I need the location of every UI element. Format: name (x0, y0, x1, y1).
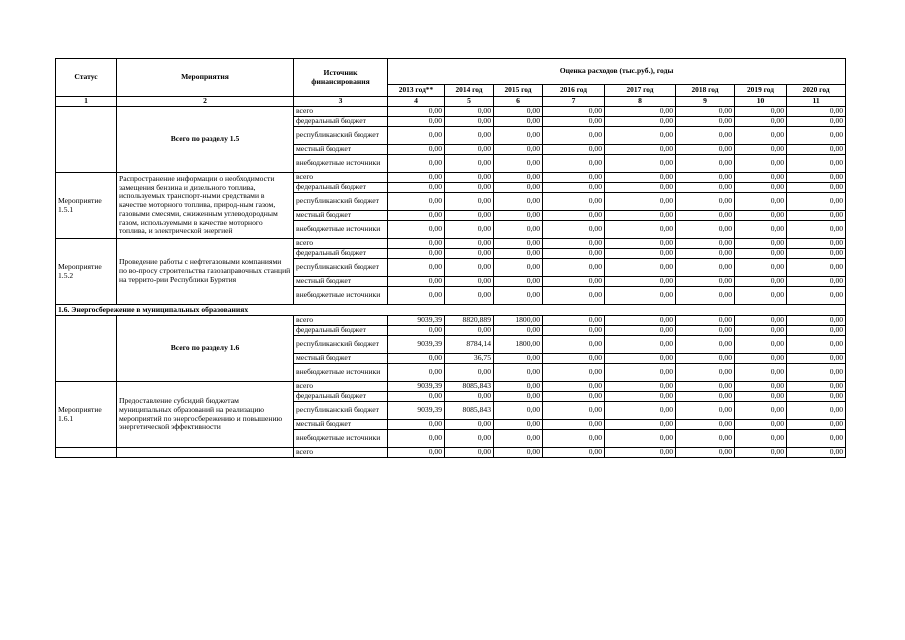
value-cell: 0,00 (676, 211, 735, 221)
value-cell: 0,00 (787, 316, 846, 326)
value-cell: 0,00 (605, 183, 676, 193)
value-cell: 0,00 (388, 448, 445, 458)
header-status: Статус (56, 59, 117, 97)
value-cell: 0,00 (388, 145, 445, 155)
value-cell: 0,00 (676, 107, 735, 117)
value-cell: 8085,843 (445, 382, 494, 392)
value-cell: 0,00 (494, 382, 543, 392)
value-cell: 0,00 (543, 316, 605, 326)
value-cell: 0,00 (445, 107, 494, 117)
column-index: 1 (56, 97, 117, 107)
value-cell: 0,00 (787, 277, 846, 287)
value-cell: 0,00 (676, 259, 735, 277)
value-cell: 0,00 (787, 382, 846, 392)
value-cell: 0,00 (445, 211, 494, 221)
value-cell: 0,00 (543, 239, 605, 249)
value-cell: 0,00 (787, 145, 846, 155)
value-cell: 0,00 (735, 211, 787, 221)
value-cell: 0,00 (676, 287, 735, 305)
source-cell: внебюджетные источники (294, 287, 388, 305)
value-cell: 0,00 (676, 277, 735, 287)
value-cell: 0,00 (543, 117, 605, 127)
value-cell: 0,00 (543, 277, 605, 287)
source-cell: всего (294, 316, 388, 326)
value-cell: 0,00 (605, 420, 676, 430)
status-cell (56, 107, 117, 173)
value-cell: 0,00 (605, 107, 676, 117)
header-year: 2016 год (543, 85, 605, 97)
value-cell: 0,00 (605, 155, 676, 173)
source-cell: всего (294, 239, 388, 249)
source-cell: республиканский бюджет (294, 402, 388, 420)
value-cell: 0,00 (605, 336, 676, 354)
value-cell: 0,00 (494, 239, 543, 249)
value-cell: 0,00 (445, 448, 494, 458)
value-cell: 0,00 (735, 193, 787, 211)
value-cell: 0,00 (494, 430, 543, 448)
value-cell: 0,00 (735, 259, 787, 277)
value-cell: 0,00 (494, 183, 543, 193)
value-cell: 0,00 (787, 392, 846, 402)
value-cell: 0,00 (676, 127, 735, 145)
event-cell: Проведение работы с нефтегазовыми компаниями по во-просу строительства газозаправочных станций на террито-рии Республики Бурятия (117, 239, 294, 305)
value-cell: 0,00 (494, 127, 543, 145)
value-cell: 0,00 (494, 326, 543, 336)
value-cell: 0,00 (787, 402, 846, 420)
value-cell: 0,00 (445, 430, 494, 448)
value-cell: 9039,39 (388, 336, 445, 354)
value-cell: 0,00 (735, 127, 787, 145)
value-cell: 0,00 (605, 127, 676, 145)
value-cell: 0,00 (676, 420, 735, 430)
value-cell: 0,00 (605, 173, 676, 183)
header-year: 2020 год (787, 85, 846, 97)
value-cell: 0,00 (735, 316, 787, 326)
section-1-5-body (56, 107, 846, 305)
value-cell: 0,00 (605, 392, 676, 402)
value-cell: 0,00 (735, 287, 787, 305)
value-cell: 0,00 (605, 382, 676, 392)
table-row (56, 382, 846, 392)
value-cell: 0,00 (494, 117, 543, 127)
value-cell: 0,00 (605, 117, 676, 127)
value-cell: 0,00 (605, 316, 676, 326)
value-cell: 0,00 (735, 326, 787, 336)
value-cell: 0,00 (605, 364, 676, 382)
status-cell: Мероприятие 1.5.2 (56, 239, 117, 305)
value-cell: 0,00 (494, 249, 543, 259)
value-cell: 0,00 (676, 402, 735, 420)
value-cell: 0,00 (543, 127, 605, 145)
value-cell: 0,00 (605, 430, 676, 448)
value-cell: 0,00 (494, 173, 543, 183)
value-cell: 0,00 (605, 239, 676, 249)
value-cell: 0,00 (388, 117, 445, 127)
value-cell: 0,00 (494, 354, 543, 364)
value-cell: 0,00 (543, 326, 605, 336)
value-cell: 0,00 (445, 420, 494, 430)
value-cell: 0,00 (676, 249, 735, 259)
value-cell: 0,00 (787, 107, 846, 117)
value-cell: 0,00 (605, 145, 676, 155)
source-cell: внебюджетные источники (294, 430, 388, 448)
value-cell: 0,00 (787, 287, 846, 305)
value-cell: 0,00 (543, 107, 605, 117)
value-cell: 0,00 (543, 364, 605, 382)
header-year: 2013 год** (388, 85, 445, 97)
value-cell: 0,00 (676, 448, 735, 458)
event-cell: Всего по разделу 1.6 (117, 316, 294, 382)
value-cell: 0,00 (787, 127, 846, 145)
source-cell: внебюджетные источники (294, 364, 388, 382)
table-row (56, 239, 846, 249)
value-cell: 0,00 (676, 173, 735, 183)
column-index: 4 (388, 97, 445, 107)
value-cell: 0,00 (543, 382, 605, 392)
value-cell: 0,00 (388, 193, 445, 211)
value-cell: 0,00 (676, 145, 735, 155)
value-cell: 0,00 (388, 364, 445, 382)
value-cell: 0,00 (787, 448, 846, 458)
table-row (56, 316, 846, 326)
expense-table (55, 58, 846, 458)
value-cell: 0,00 (445, 326, 494, 336)
value-cell: 0,00 (735, 155, 787, 173)
source-cell: местный бюджет (294, 420, 388, 430)
value-cell: 0,00 (543, 354, 605, 364)
value-cell: 0,00 (494, 364, 543, 382)
value-cell: 0,00 (388, 392, 445, 402)
value-cell: 0,00 (543, 211, 605, 221)
value-cell: 0,00 (787, 221, 846, 239)
section-1-6-body (56, 316, 846, 448)
value-cell: 0,00 (543, 287, 605, 305)
source-cell: всего (294, 382, 388, 392)
value-cell: 0,00 (735, 420, 787, 430)
cut-off-body (56, 448, 846, 458)
value-cell: 0,00 (388, 430, 445, 448)
value-cell: 0,00 (676, 183, 735, 193)
column-index: 9 (676, 97, 735, 107)
value-cell: 0,00 (388, 221, 445, 239)
status-cell: Мероприятие 1.5.1 (56, 173, 117, 239)
source-cell: республиканский бюджет (294, 259, 388, 277)
value-cell: 0,00 (445, 259, 494, 277)
value-cell: 0,00 (735, 145, 787, 155)
value-cell: 0,00 (494, 145, 543, 155)
column-index: 11 (787, 97, 846, 107)
source-cell: всего (294, 107, 388, 117)
column-index: 8 (605, 97, 676, 107)
value-cell: 0,00 (787, 193, 846, 211)
value-cell: 0,00 (543, 420, 605, 430)
value-cell: 0,00 (388, 183, 445, 193)
source-cell: республиканский бюджет (294, 193, 388, 211)
value-cell: 0,00 (605, 193, 676, 211)
value-cell: 0,00 (543, 221, 605, 239)
value-cell: 0,00 (735, 336, 787, 354)
value-cell: 0,00 (445, 173, 494, 183)
value-cell: 0,00 (735, 364, 787, 382)
value-cell: 0,00 (735, 221, 787, 239)
value-cell: 0,00 (494, 448, 543, 458)
column-index: 3 (294, 97, 388, 107)
value-cell: 0,00 (735, 430, 787, 448)
value-cell: 0,00 (735, 117, 787, 127)
header-event: Мероприятия (117, 59, 294, 97)
value-cell: 0,00 (735, 249, 787, 259)
value-cell: 0,00 (445, 277, 494, 287)
status-cell (56, 316, 117, 382)
value-cell: 0,00 (735, 107, 787, 117)
value-cell: 0,00 (494, 420, 543, 430)
value-cell: 0,00 (543, 430, 605, 448)
source-cell: республиканский бюджет (294, 336, 388, 354)
source-cell: федеральный бюджет (294, 392, 388, 402)
value-cell: 0,00 (676, 316, 735, 326)
value-cell: 0,00 (676, 364, 735, 382)
value-cell: 1800,00 (494, 336, 543, 354)
source-cell: федеральный бюджет (294, 117, 388, 127)
value-cell: 0,00 (676, 354, 735, 364)
value-cell: 0,00 (605, 259, 676, 277)
source-cell: республиканский бюджет (294, 127, 388, 145)
value-cell: 0,00 (676, 336, 735, 354)
value-cell: 0,00 (787, 420, 846, 430)
header-year: 2014 год (445, 85, 494, 97)
value-cell: 0,00 (787, 211, 846, 221)
value-cell: 0,00 (388, 155, 445, 173)
value-cell: 0,00 (735, 239, 787, 249)
value-cell: 0,00 (676, 382, 735, 392)
value-cell: 0,00 (787, 117, 846, 127)
value-cell: 0,00 (735, 392, 787, 402)
header-year: 2019 год (735, 85, 787, 97)
value-cell: 0,00 (494, 402, 543, 420)
value-cell: 0,00 (543, 448, 605, 458)
table-row (56, 448, 846, 458)
value-cell: 0,00 (676, 326, 735, 336)
value-cell: 0,00 (388, 239, 445, 249)
column-index: 6 (494, 97, 543, 107)
value-cell: 0,00 (605, 249, 676, 259)
source-cell: внебюджетные источники (294, 155, 388, 173)
value-cell: 0,00 (735, 354, 787, 364)
header-estimate: Оценка расходов (тыс.руб.), годы (388, 59, 846, 85)
value-cell: 0,00 (445, 155, 494, 173)
value-cell: 0,00 (676, 155, 735, 173)
value-cell: 0,00 (605, 211, 676, 221)
value-cell: 0,00 (388, 127, 445, 145)
source-cell: местный бюджет (294, 354, 388, 364)
source-cell: местный бюджет (294, 277, 388, 287)
value-cell: 0,00 (605, 448, 676, 458)
value-cell: 0,00 (676, 221, 735, 239)
value-cell: 0,00 (735, 382, 787, 392)
value-cell: 0,00 (787, 173, 846, 183)
value-cell: 9039,39 (388, 402, 445, 420)
value-cell: 0,00 (494, 259, 543, 277)
source-cell: федеральный бюджет (294, 183, 388, 193)
value-cell: 0,00 (494, 211, 543, 221)
value-cell: 0,00 (605, 402, 676, 420)
value-cell: 0,00 (445, 183, 494, 193)
value-cell: 0,00 (494, 193, 543, 211)
section-1-6-header-body (56, 305, 846, 316)
value-cell: 0,00 (445, 145, 494, 155)
event-cell: Распространение информации о необходимости замещения бензина и дизельного топлива, используемых транспорт-ными средствами в качестве моторного топлива, природ-ным газом, газовыми смесями, сжиженным углеводородным газом, используемыми в качестве моторного топлива, и электрической энергией (117, 173, 294, 239)
value-cell: 0,00 (735, 402, 787, 420)
value-cell: 0,00 (676, 239, 735, 249)
value-cell: 0,00 (543, 259, 605, 277)
value-cell: 0,00 (676, 430, 735, 448)
table-row (56, 173, 846, 183)
value-cell: 0,00 (787, 155, 846, 173)
source-cell: всего (294, 448, 388, 458)
status-cell: Мероприятие 1.6.1 (56, 382, 117, 448)
value-cell: 0,00 (676, 193, 735, 211)
source-cell: местный бюджет (294, 145, 388, 155)
value-cell: 0,00 (787, 239, 846, 249)
source-cell: федеральный бюджет (294, 326, 388, 336)
value-cell: 9039,39 (388, 382, 445, 392)
value-cell: 0,00 (543, 336, 605, 354)
value-cell: 0,00 (543, 155, 605, 173)
value-cell: 36,75 (445, 354, 494, 364)
value-cell: 0,00 (787, 336, 846, 354)
header-year: 2018 год (676, 85, 735, 97)
value-cell: 0,00 (494, 107, 543, 117)
value-cell: 0,00 (388, 354, 445, 364)
column-index: 5 (445, 97, 494, 107)
value-cell: 0,00 (676, 392, 735, 402)
value-cell: 0,00 (388, 287, 445, 305)
value-cell: 0,00 (388, 173, 445, 183)
value-cell: 0,00 (543, 145, 605, 155)
value-cell: 0,00 (735, 173, 787, 183)
event-cell: Всего по разделу 1.5 (117, 107, 294, 173)
value-cell: 0,00 (787, 249, 846, 259)
value-cell: 0,00 (676, 117, 735, 127)
value-cell: 0,00 (445, 364, 494, 382)
value-cell: 0,00 (445, 193, 494, 211)
value-cell: 0,00 (388, 211, 445, 221)
value-cell: 0,00 (787, 259, 846, 277)
value-cell: 0,00 (605, 326, 676, 336)
source-cell: федеральный бюджет (294, 249, 388, 259)
column-index-row (56, 97, 846, 107)
value-cell: 0,00 (605, 287, 676, 305)
value-cell: 0,00 (735, 448, 787, 458)
section-row (56, 305, 846, 316)
value-cell: 0,00 (787, 354, 846, 364)
value-cell: 0,00 (543, 402, 605, 420)
value-cell: 0,00 (494, 392, 543, 402)
value-cell: 0,00 (543, 392, 605, 402)
value-cell: 9039,39 (388, 316, 445, 326)
value-cell: 0,00 (605, 354, 676, 364)
source-cell: всего (294, 173, 388, 183)
header-year: 2017 год (605, 85, 676, 97)
value-cell: 0,00 (735, 183, 787, 193)
status-cell (56, 448, 117, 458)
value-cell: 0,00 (445, 127, 494, 145)
value-cell: 8820,889 (445, 316, 494, 326)
column-index: 2 (117, 97, 294, 107)
source-cell: внебюджетные источники (294, 221, 388, 239)
value-cell: 0,00 (787, 326, 846, 336)
value-cell: 0,00 (388, 259, 445, 277)
value-cell: 0,00 (787, 364, 846, 382)
value-cell: 0,00 (543, 249, 605, 259)
value-cell: 0,00 (543, 173, 605, 183)
header-year: 2015 год (494, 85, 543, 97)
value-cell: 0,00 (543, 193, 605, 211)
value-cell: 0,00 (445, 221, 494, 239)
value-cell: 0,00 (445, 117, 494, 127)
value-cell: 0,00 (605, 277, 676, 287)
source-cell: местный бюджет (294, 211, 388, 221)
column-index: 7 (543, 97, 605, 107)
value-cell: 0,00 (494, 155, 543, 173)
value-cell: 0,00 (445, 239, 494, 249)
value-cell: 0,00 (494, 221, 543, 239)
value-cell: 0,00 (605, 221, 676, 239)
value-cell: 0,00 (494, 277, 543, 287)
event-cell (117, 448, 294, 458)
section-title: 1.6. Энергосбережение в муниципальных образованиях (56, 305, 846, 316)
value-cell: 8784,14 (445, 336, 494, 354)
value-cell: 0,00 (388, 249, 445, 259)
value-cell: 0,00 (787, 430, 846, 448)
value-cell: 0,00 (445, 287, 494, 305)
value-cell: 8085,843 (445, 402, 494, 420)
value-cell: 1800,00 (494, 316, 543, 326)
value-cell: 0,00 (388, 107, 445, 117)
value-cell: 0,00 (388, 420, 445, 430)
value-cell: 0,00 (388, 277, 445, 287)
value-cell: 0,00 (445, 249, 494, 259)
value-cell: 0,00 (735, 277, 787, 287)
value-cell: 0,00 (787, 183, 846, 193)
value-cell: 0,00 (494, 287, 543, 305)
value-cell: 0,00 (445, 392, 494, 402)
value-cell: 0,00 (388, 326, 445, 336)
event-cell: Предоставление субсидий бюджетам муниципальных образований на реализацию мероприятий по энергосбережению и повышению энергетической эффективности (117, 382, 294, 448)
header-source: Источник финансирования (294, 59, 388, 97)
value-cell: 0,00 (543, 183, 605, 193)
column-index: 10 (735, 97, 787, 107)
table-row (56, 107, 846, 117)
